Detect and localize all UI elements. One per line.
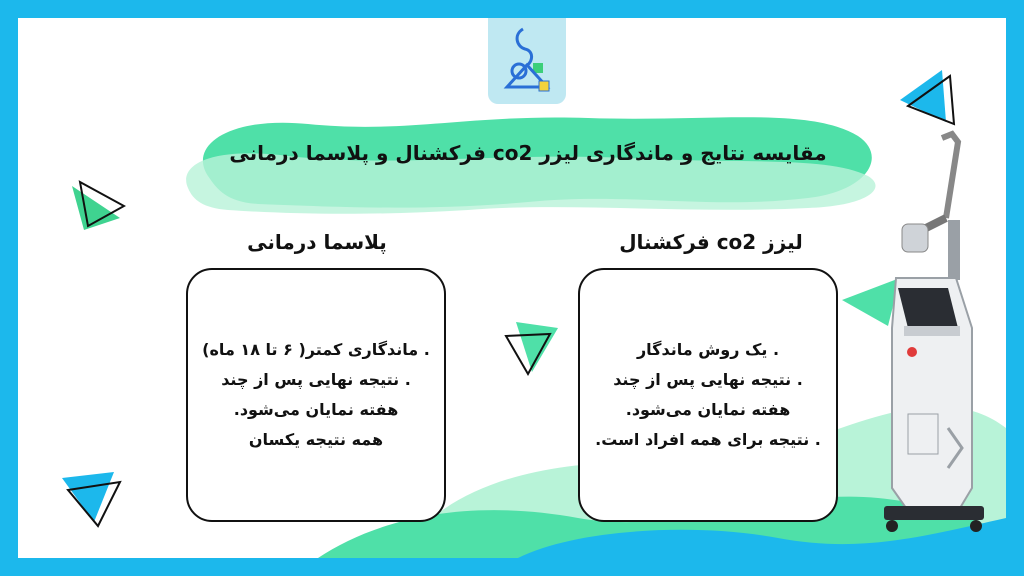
plasma-info-box — [186, 268, 446, 522]
plasma-line-3: هفته نمایان می‌شود. — [233, 400, 399, 419]
laser-heading: لیزز co2 فرکشنال — [619, 230, 803, 254]
clinic-logo — [488, 18, 566, 104]
laser-line-2: . نتیجه نهایی پس از چند — [613, 370, 803, 389]
title-area — [178, 118, 878, 208]
triangle-decor-right-top — [894, 66, 964, 126]
laser-info-box — [578, 268, 838, 522]
plasma-line-1: . ماندگاری کمتر( ۶ تا ۱۸ ماه) — [202, 340, 430, 359]
triangle-decor-middle — [502, 318, 562, 378]
plasma-line-2: . نتیجه نهایی پس از چند — [221, 370, 411, 389]
laser-line-4: . نتیجه برای همه افراد است. — [595, 430, 821, 449]
plasma-heading: پلاسما درمانی — [247, 230, 387, 254]
triangle-decor-left-top — [66, 178, 126, 238]
laser-line-1: . یک روش ماندگار — [636, 340, 780, 359]
laser-line-3: هفته نمایان می‌شود. — [625, 400, 791, 419]
page-title: مقایسه نتایج و ماندگاری لیزر co2 فرکشنال و پلاسما درمانی — [229, 141, 827, 165]
slide-canvas — [18, 18, 1006, 558]
co2-laser-device-icon — [848, 128, 1006, 538]
plasma-line-4: همه نتیجه یکسان — [248, 430, 384, 449]
clinic-logo-icon — [495, 25, 559, 97]
triangle-decor-left-bottom — [58, 468, 128, 528]
